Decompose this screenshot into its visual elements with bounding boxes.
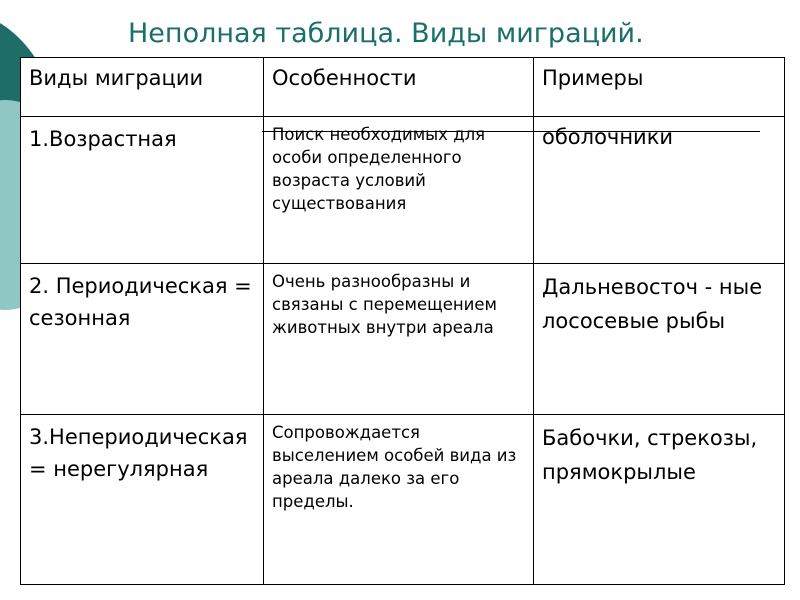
header-features: Особенности [264,58,534,117]
header-migration-type: Виды миграции [21,58,264,117]
header-examples: Примеры [534,58,785,117]
row-features: Поиск необходимых для особи определенного возраста условий существования [264,117,534,264]
row-features: Сопровождается выселением особей вида из ареала далеко за его пределы. [264,415,534,585]
table-row [21,117,785,264]
row-examples: оболочники [534,117,785,264]
strikethrough-line [262,131,760,132]
migration-table [20,57,785,585]
row-migration-type: 2. Периодическая = сезонная [21,264,264,415]
table-row [21,415,785,585]
row-migration-type: 3.Непериодическая = нерегулярная [21,415,264,585]
row-migration-type: 1.Возрастная [21,117,264,264]
slide-title: Неполная таблица. Виды миграций. [128,18,644,49]
table-row [21,264,785,415]
row-features: Очень разнообразны и связаны с перемещением животных внутри ареала [264,264,534,415]
table-header-row [21,58,785,117]
row-examples: Дальневосточ - ные лососевые рыбы [534,264,785,415]
row-examples: Бабочки, стрекозы, прямокрылые [534,415,785,585]
